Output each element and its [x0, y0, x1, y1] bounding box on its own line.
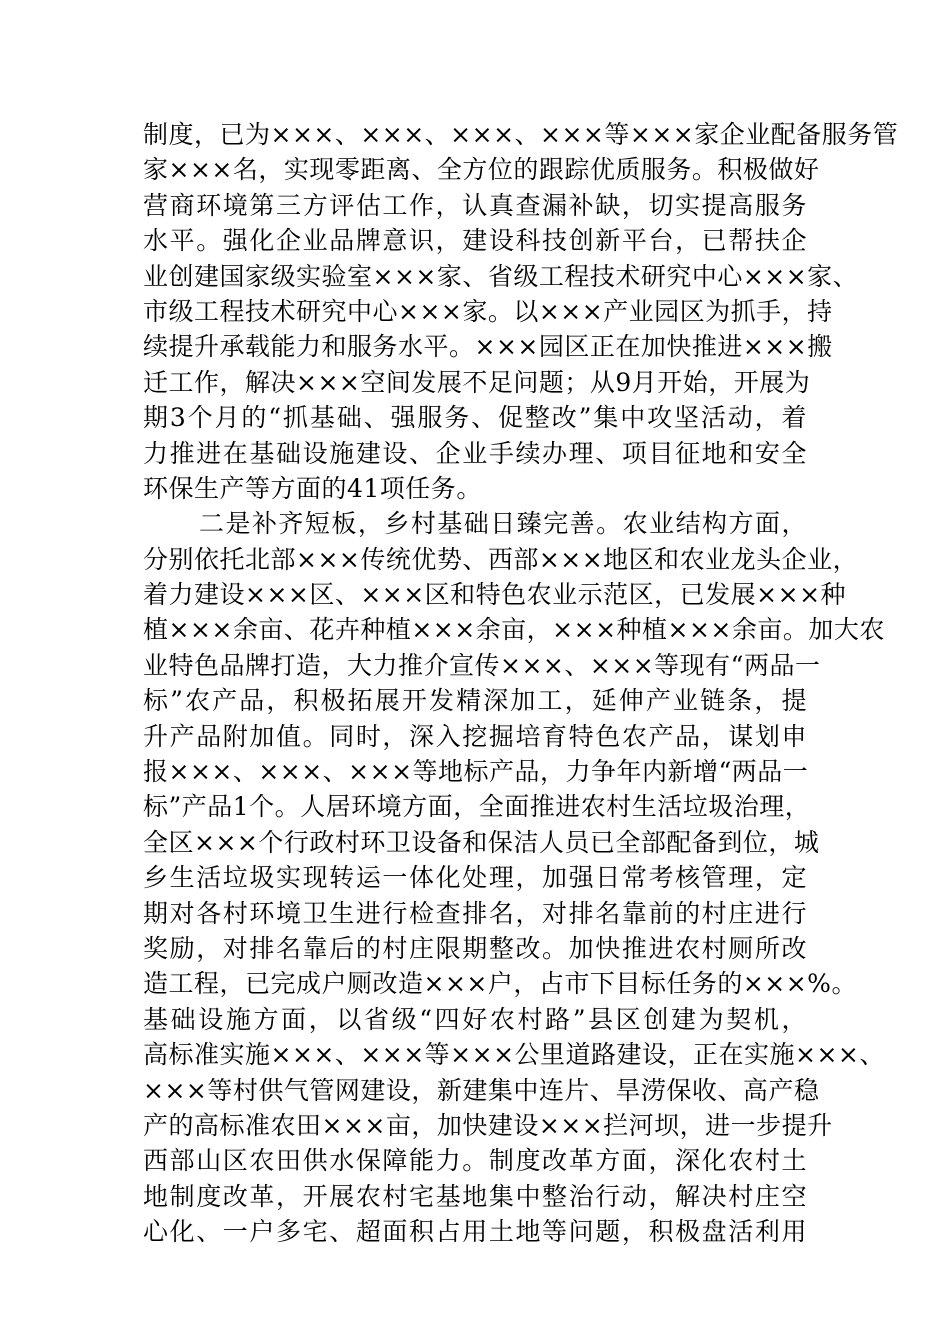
paragraph-2 — [143, 506, 885, 1249]
document-body — [143, 117, 899, 1250]
text-line: 分别依托北部×××传统优势、西部×××地区和农业龙头企业， — [143, 544, 859, 574]
text-line: 心化、一户多宅、超面积占用土地等问题，积极盘活利用 — [143, 1217, 807, 1247]
text-line: 制度，已为×××、×××、×××、×××等×××家企业配备服务管 — [143, 120, 899, 149]
text-line: 市级工程技术研究中心×××家。以×××产业园区为抓手，持 — [143, 296, 833, 326]
text-line: 产的高标准农田×××亩，加快建设×××拦河坝，进一步提升 — [143, 1110, 833, 1140]
text-line: 标”农产品，积极拓展开发精深加工，延伸产业链条，提 — [143, 686, 807, 716]
text-line: 基础设施方面，以省级“四好农村路”县区创建为契机， — [143, 1004, 807, 1034]
text-line: 地制度改革，开展农村宅基地集中整治行动，解决村庄空 — [143, 1181, 807, 1211]
text-line: 环保生产等方面的41项任务。 — [143, 473, 482, 503]
paragraph-1 — [143, 117, 899, 506]
text-line: 标”产品1个。人居环境方面，全面推进农村生活垃圾治理， — [143, 792, 811, 822]
text-line: 二是补齐短板，乡村基础日臻完善。农业结构方面， — [199, 509, 807, 539]
text-line: 植×××余亩、花卉种植×××余亩，×××种植×××余亩。加大农 — [143, 615, 885, 645]
text-line: 期对各村环境卫生进行检查排名，对排名靠前的村庄进行 — [143, 898, 807, 928]
text-line: 西部山区农田供水保障能力。制度改革方面，深化农村土 — [143, 1146, 807, 1176]
text-line: 期3个月的“抓基础、强服务、促整改”集中攻坚活动，着 — [143, 403, 807, 433]
text-line: ×××等村供气管网建设，新建集中连片、旱涝保收、高产稳 — [143, 1075, 820, 1105]
text-line: 着力建设×××区、×××区和特色农业示范区，已发展×××种 — [143, 580, 847, 610]
text-line: 续提升承载能力和服务水平。×××园区正在加快推进×××搬 — [143, 332, 833, 362]
text-line: 力推进在基础设施建设、企业手续办理、项目征地和安全 — [143, 438, 807, 468]
text-line: 业创建国家级实验室×××家、省级工程技术研究中心×××家、 — [143, 261, 859, 291]
text-line: 报×××、×××、×××等地标产品，力争年内新增“两品一 — [143, 757, 809, 787]
text-line: 家×××名，实现零距离、全方位的跟踪优质服务。积极做好 — [143, 155, 820, 185]
text-line: 水平。强化企业品牌意识，建设科技创新平台，已帮扶企 — [143, 226, 807, 256]
text-line: 造工程，已完成户厕改造×××户，占市下目标任务的×××%。 — [143, 969, 857, 999]
text-line: 升产品附加值。同时，深入挖掘培育特色农产品，谋划申 — [143, 721, 807, 751]
text-line: 奖励，对排名靠后的村庄限期整改。加快推进农村厕所改 — [143, 933, 807, 963]
text-line: 营商环境第三方评估工作，认真查漏补缺，切实提高服务 — [143, 190, 807, 220]
text-line: 迁工作，解决×××空间发展不足问题；从9月开始，开展为 — [143, 367, 811, 397]
text-line: 全区×××个行政村环卫设备和保洁人员已全部配备到位，城 — [143, 827, 820, 857]
text-line: 业特色品牌打造，大力推介宣传×××、×××等现有“两品一 — [143, 650, 821, 680]
text-line: 高标准实施×××、×××等×××公里道路建设，正在实施×××、 — [143, 1040, 885, 1070]
text-line: 乡生活垃圾实现转运一体化处理，加强日常考核管理，定 — [143, 863, 807, 893]
